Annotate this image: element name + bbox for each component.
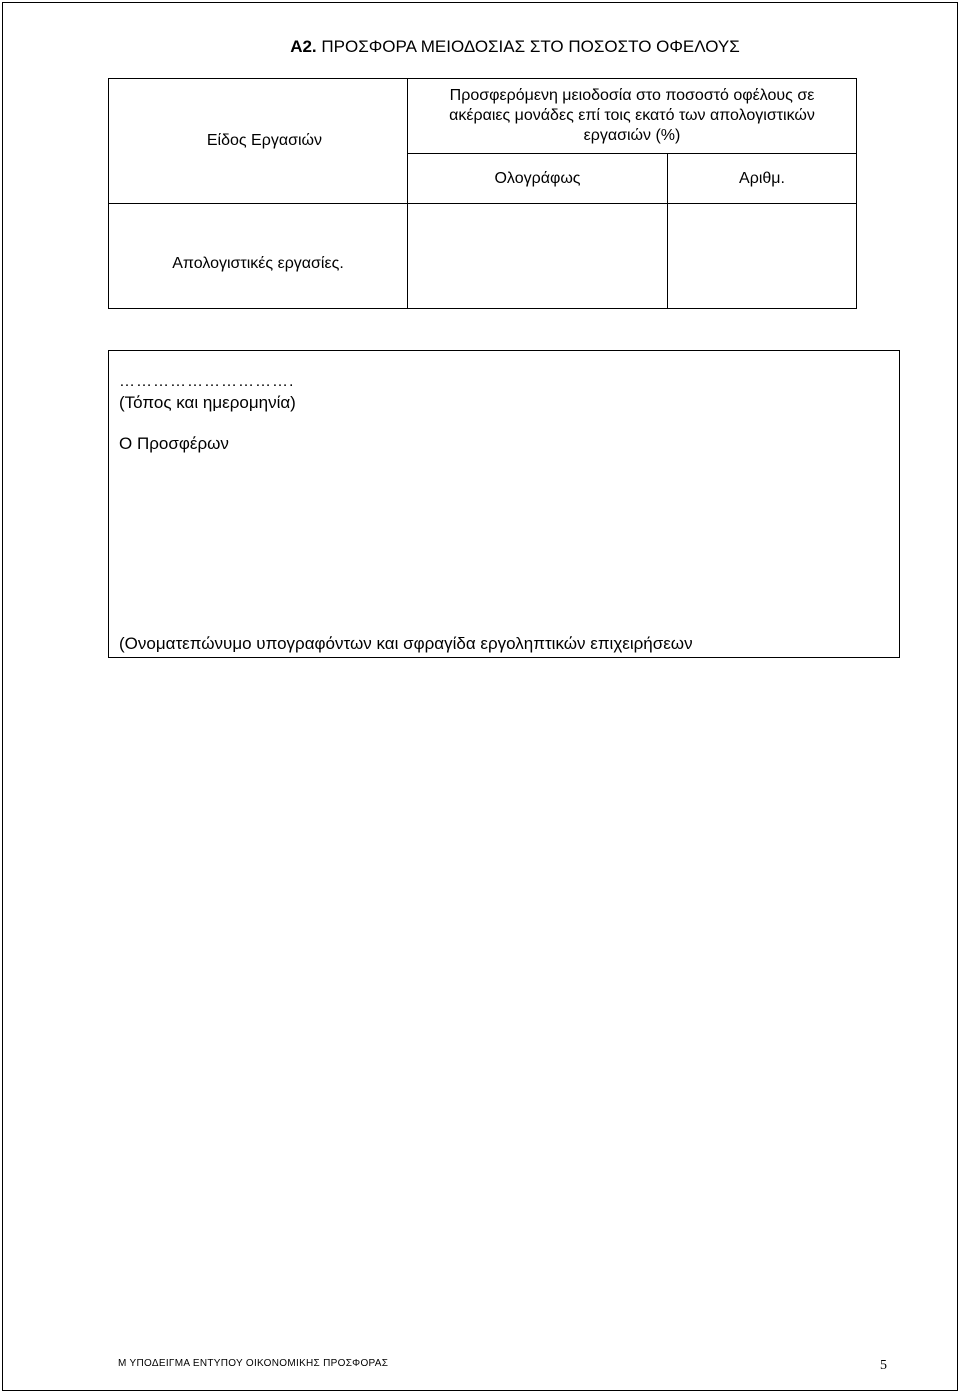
in-numbers-field[interactable] xyxy=(668,204,857,309)
section-code: Α2. xyxy=(290,37,317,56)
offered-discount-header-line: Προσφερόμενη μειοδοσία στο ποσοστό οφέλους σε xyxy=(449,87,815,104)
signatories-stamp-label: (Ονοματεπώνυμο υπογραφόντων και σφραγίδα εργοληπτικών επιχειρήσεων xyxy=(119,634,693,653)
in-words-field[interactable] xyxy=(408,204,668,309)
table-row xyxy=(109,204,857,309)
offered-discount-header xyxy=(408,79,857,154)
place-date-dots: …………………………. xyxy=(119,373,295,390)
work-type-cell: Απολογιστικές εργασίες. xyxy=(109,204,408,309)
offerer-label: Ο Προσφέρων xyxy=(119,434,229,453)
place-date-label: (Τόπος και ημερομηνία) xyxy=(119,393,296,412)
section-title xyxy=(0,37,960,57)
offer-table xyxy=(108,78,857,309)
work-type-header: Είδος Εργασιών xyxy=(109,79,408,204)
offered-discount-header-line: ακέραιες μονάδες επί τοις εκατό των απολογιστικών xyxy=(449,107,815,124)
offered-discount-header-line: εργασιών (%) xyxy=(583,127,681,144)
section-title-text: ΠΡΟΣΦΟΡΑ ΜΕΙΟΔΟΣΙΑΣ ΣΤΟ ΠΟΣΟΣΤΟ ΟΦΕΛΟΥΣ xyxy=(321,37,740,56)
page-number: 5 xyxy=(880,1358,887,1373)
in-words-header: Ολογράφως xyxy=(408,154,668,204)
in-numbers-header: Αριθμ. xyxy=(668,154,857,204)
signature-box xyxy=(108,350,900,658)
footer-text: Μ ΥΠΟΔΕΙΓΜΑ ΕΝΤΥΠΟΥ ΟΙΚΟΝΟΜΙΚΗΣ ΠΡΟΣΦΟΡΑΣ xyxy=(118,1358,389,1369)
offer-table-header-row xyxy=(109,79,857,154)
